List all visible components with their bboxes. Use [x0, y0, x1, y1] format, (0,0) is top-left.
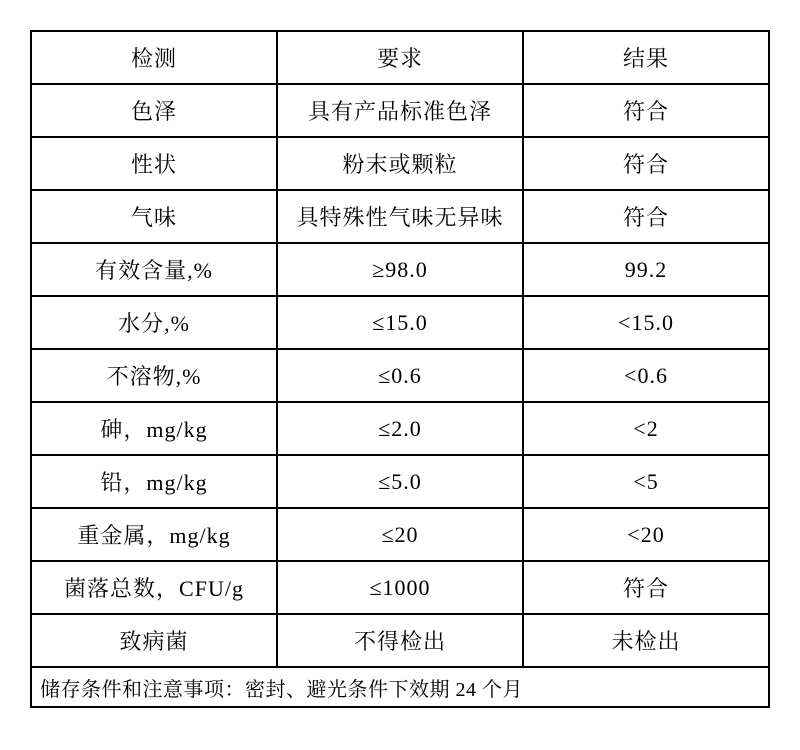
table-row [31, 402, 769, 455]
cell-requirement: ≤15.0 [277, 296, 523, 349]
cell-result: 符合 [523, 137, 769, 190]
cell-requirement: 不得检出 [277, 614, 523, 667]
cell-result: 符合 [523, 84, 769, 137]
cell-test: 色泽 [31, 84, 277, 137]
table-row [31, 190, 769, 243]
cell-requirement: ≤0.6 [277, 349, 523, 402]
cell-result: <5 [523, 455, 769, 508]
table-row [31, 349, 769, 402]
cell-test: 砷，mg/kg [31, 402, 277, 455]
cell-result: <0.6 [523, 349, 769, 402]
cell-requirement: 具有产品标准色泽 [277, 84, 523, 137]
cell-requirement: 粉末或颗粒 [277, 137, 523, 190]
table-row [31, 508, 769, 561]
table-row [31, 243, 769, 296]
cell-result: <20 [523, 508, 769, 561]
cell-result: 未检出 [523, 614, 769, 667]
cell-result: 99.2 [523, 243, 769, 296]
table-row [31, 614, 769, 667]
cell-test: 不溶物,% [31, 349, 277, 402]
cell-result: <2 [523, 402, 769, 455]
cell-test: 性状 [31, 137, 277, 190]
cell-test: 气味 [31, 190, 277, 243]
storage-note-row [31, 667, 769, 707]
cell-result: 符合 [523, 561, 769, 614]
table-row [31, 455, 769, 508]
storage-note: 储存条件和注意事项：密封、避光条件下效期 24 个月 [31, 667, 769, 707]
cell-requirement: ≤5.0 [277, 455, 523, 508]
column-header-test: 检测 [31, 31, 277, 84]
cell-requirement: ≥98.0 [277, 243, 523, 296]
table-row [31, 84, 769, 137]
cell-requirement: ≤1000 [277, 561, 523, 614]
cell-test: 铅，mg/kg [31, 455, 277, 508]
table-row [31, 561, 769, 614]
cell-test: 致病菌 [31, 614, 277, 667]
cell-test: 菌落总数，CFU/g [31, 561, 277, 614]
header-row [31, 31, 769, 84]
cell-requirement: ≤2.0 [277, 402, 523, 455]
inspection-spec-table [30, 30, 770, 708]
column-header-result: 结果 [523, 31, 769, 84]
table-row [31, 137, 769, 190]
column-header-requirement: 要求 [277, 31, 523, 84]
table-row [31, 296, 769, 349]
cell-requirement: ≤20 [277, 508, 523, 561]
cell-result: 符合 [523, 190, 769, 243]
cell-requirement: 具特殊性气味无异味 [277, 190, 523, 243]
cell-result: <15.0 [523, 296, 769, 349]
cell-test: 水分,% [31, 296, 277, 349]
cell-test: 重金属，mg/kg [31, 508, 277, 561]
cell-test: 有效含量,% [31, 243, 277, 296]
